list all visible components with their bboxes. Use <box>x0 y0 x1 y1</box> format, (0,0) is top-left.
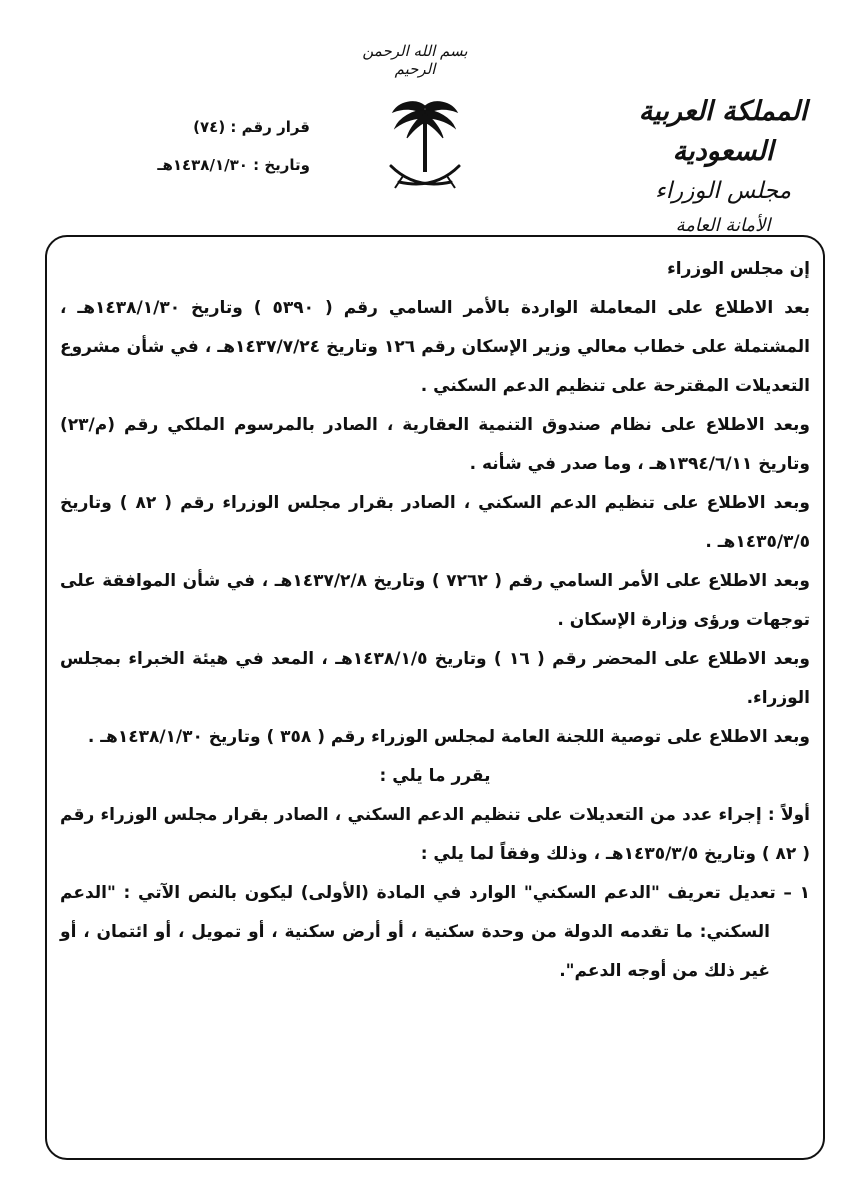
intro-line: إن مجلس الوزراء <box>667 259 810 279</box>
secretariat-name: الأمانة العامة <box>675 215 771 236</box>
palm-swords-emblem-icon <box>385 96 465 196</box>
paragraph: وبعد الاطلاع على المحضر رقم ( ١٦ ) وتاريخ ١٤٣٨/١/٥هـ ، المعد في هيئة الخبراء بمجلس الوزراء. <box>60 649 810 708</box>
letterhead <box>608 92 838 240</box>
paragraph: بعد الاطلاع على المعاملة الواردة بالأمر السامي رقم ( ٥٣٩٠ ) وتاريخ ١٤٣٨/١/٣٠هـ ، المشتملة على خطاب معالي وزير الإسكان رقم ١٢٦ وتاريخ ١٤٣٧/٧/٢٤هـ ، في شأن مشروع التعديلات المقترحة على تنظيم الدعم السكني . <box>60 298 811 396</box>
first-clause: أولاً : إجراء عدد من التعديلات على تنظيم الدعم السكني ، الصادر بقرار مجلس الوزراء رقم ( ٨٢ ) وتاريخ ١٤٣٥/٣/٥هـ ، وذلك وفقاً لما يلي : <box>60 805 810 864</box>
decision-date: وتاريخ : ١٤٣٨/١/٣٠هـ <box>157 156 310 174</box>
kingdom-name: المملكة العربية السعودية <box>638 96 808 167</box>
decision-number: قرار رقم : (٧٤) <box>193 118 310 136</box>
decision-info <box>140 116 310 192</box>
item-1: ١ – تعديل تعريف "الدعم السكني" الوارد في المادة (الأولى) ليكون بالنص الآتي : "الدعم السكني: ما تقدمه الدولة من وحدة سكنية ، أو أرض سكنية ، أو تمويل ، أو ائتمان ، أو غير ذلك من أوجه الدعم". <box>60 883 810 981</box>
document-body <box>60 250 810 991</box>
council-name: مجلس الوزراء <box>654 178 792 204</box>
paragraph: وبعد الاطلاع على توصية اللجنة العامة لمجلس الوزراء رقم ( ٣٥٨ ) وتاريخ ١٤٣٨/١/٣٠هـ . <box>87 727 810 747</box>
resolves-heading: يقرر ما يلي : <box>379 766 491 786</box>
basmala: بسم الله الرحمن الرحيم <box>362 42 468 78</box>
paragraph: وبعد الاطلاع على تنظيم الدعم السكني ، الصادر بقرار مجلس الوزراء رقم ( ٨٢ ) وتاريخ ١٤٣٥/٣/٥هـ . <box>60 493 810 552</box>
paragraph: وبعد الاطلاع على نظام صندوق التنمية العقارية ، الصادر بالمرسوم الملكي رقم (م/٢٣) وتاريخ ١٣٩٤/٦/١١هـ ، وما صدر في شأنه . <box>60 415 810 474</box>
paragraph: وبعد الاطلاع على الأمر السامي رقم ( ٧٢٦٢ ) وتاريخ ١٤٣٧/٢/٨هـ ، في شأن الموافقة على توجهات ورؤى وزارة الإسكان . <box>60 571 810 630</box>
